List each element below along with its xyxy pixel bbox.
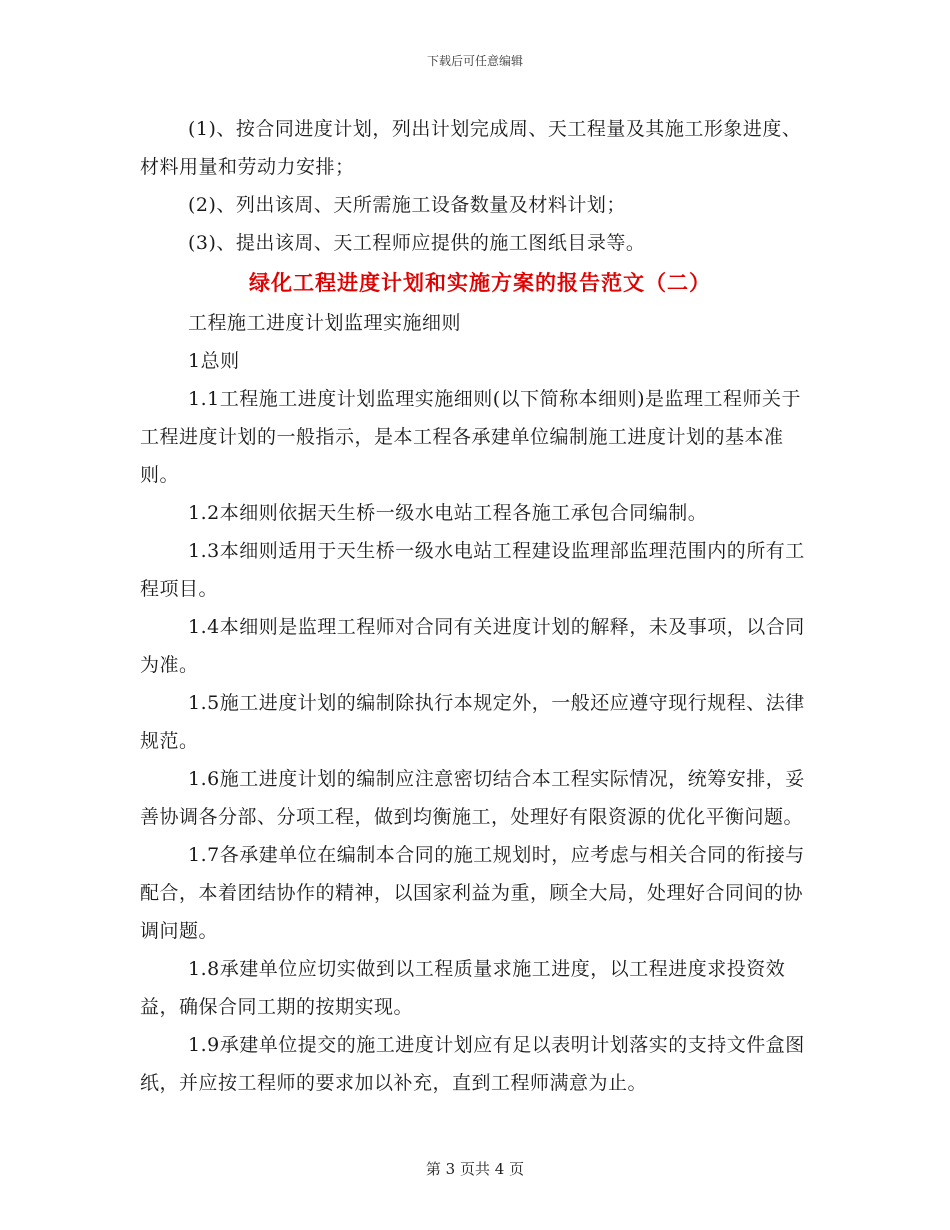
clause-1-1: 1.1工程施工进度计划监理实施细则(以下简称本细则)是监理工程师关于工程进度计划的一般指示，是本工程各承建单位编制施工进度计划的基本准则。 — [140, 388, 802, 486]
section-heading: 1总则 — [188, 350, 240, 372]
document-body — [140, 110, 820, 1102]
clause-1-9: 1.9承建单位提交的施工进度计划应有足以表明计划落实的支持文件盒图纸，并应按工程师的要求加以补充，直到工程师满意为止。 — [140, 1034, 805, 1094]
clause-1-3: 1.3本细则适用于天生桥一级水电站工程建设监理部监理范围内的所有工程项目。 — [140, 540, 805, 600]
clause-1-4: 1.4本细则是监理工程师对合同有关进度计划的解释，未及事项，以合同为准。 — [140, 616, 805, 676]
paragraph-item-2: (2)、列出该周、天所需施工设备数量及材料计划； — [188, 194, 626, 216]
paragraph-item-1: (1)、按合同进度计划，列出计划完成周、天工程量及其施工形象进度、材料用量和劳动力安排； — [140, 118, 802, 178]
document-title: 绿化工程进度计划和实施方案的报告范文（二） — [249, 270, 711, 295]
clause-1-8: 1.8承建单位应切实做到以工程质量求施工进度，以工程进度求投资效益，确保合同工期的按期实现。 — [140, 958, 786, 1018]
page-header: 下载后可任意编辑 — [426, 54, 523, 68]
page-number: 第 3 页共 4 页 — [425, 1160, 525, 1178]
clause-1-2: 1.2本细则依据天生桥一级水电站工程各施工承包合同编制。 — [188, 502, 708, 524]
paragraph-item-3: (3)、提出该周、天工程师应提供的施工图纸目录等。 — [188, 232, 646, 254]
clause-1-7: 1.7各承建单位在编制本合同的施工规划时，应考虑与相关合同的衔接与配合，本着团结协作的精神，以国家利益为重，顾全大局，处理好合同间的协调问题。 — [140, 844, 805, 942]
clause-1-6: 1.6施工进度计划的编制应注意密切结合本工程实际情况，统筹安排，妥善协调各分部、分项工程，做到均衡施工，处理好有限资源的优化平衡问题。 — [140, 768, 805, 828]
document-subtitle: 工程施工进度计划监理实施细则 — [188, 312, 462, 334]
clause-1-5: 1.5施工进度计划的编制除执行本规定外，一般还应遵守现行规程、法律规范。 — [140, 692, 805, 752]
